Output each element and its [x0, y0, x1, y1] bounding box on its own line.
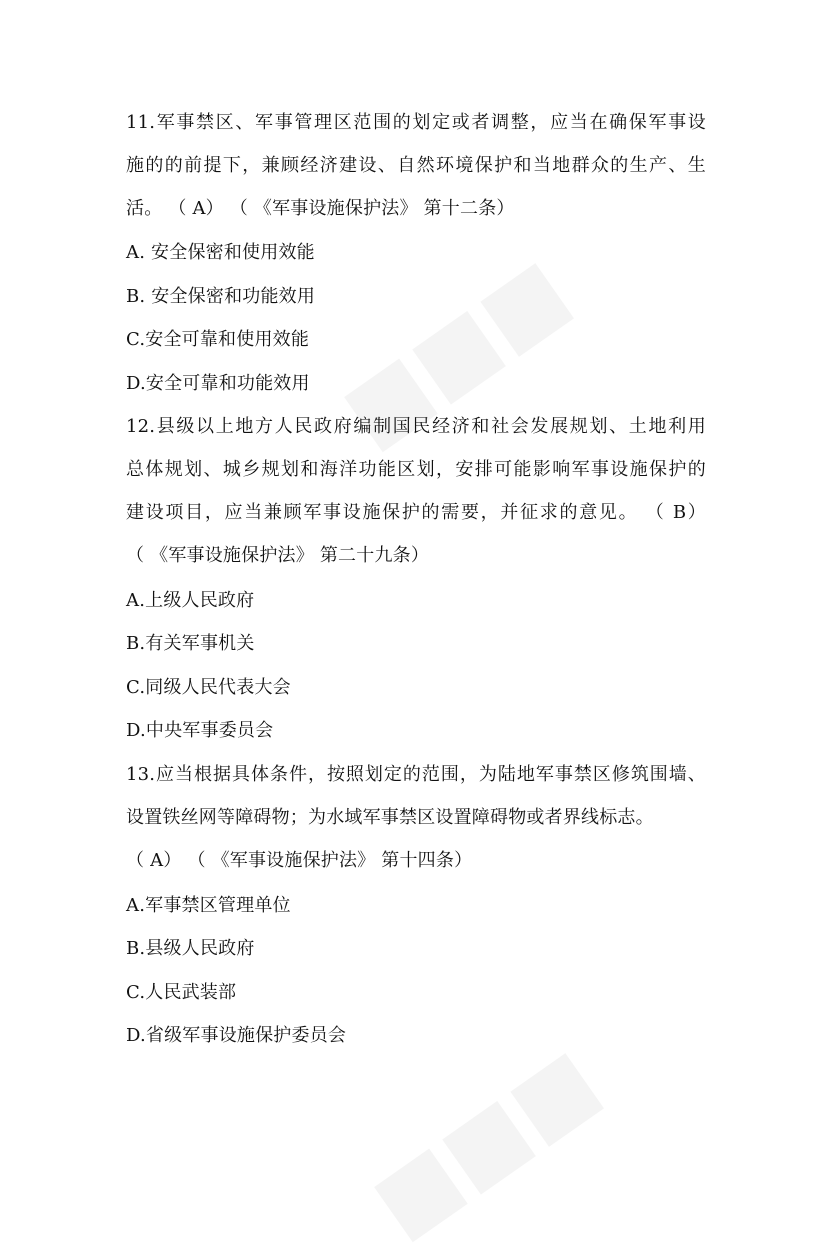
question-11-answer-line: 活。 （ A） （ 《军事设施保护法》 第十二条） — [126, 198, 515, 219]
question-11-stem-line-1: 11.军事禁区、军事管理区范围的划定或者调整，应当在确保军事设 — [126, 112, 706, 133]
question-12-stem-line-1: 12.县级以上地方人民政府编制国民经济和社会发展规划、土地利用 — [126, 416, 706, 437]
question-11-option-b: B. 安全保密和功能效用 — [126, 286, 316, 307]
question-12-option-b: B.有关军事机关 — [126, 633, 255, 654]
question-12-stem-line-2: 总体规划、城乡规划和海洋功能区划，安排可能影响军事设施保护的 — [126, 459, 706, 480]
question-12-source-line: （ 《军事设施保护法》 第二十九条） — [126, 545, 430, 566]
question-12-option-d: D.中央军事委员会 — [126, 720, 274, 741]
question-12-option-c: C.同级人民代表大会 — [126, 677, 291, 698]
question-11-option-a: A. 安全保密和使用效能 — [126, 242, 315, 263]
question-13-option-c: C.人民武装部 — [126, 982, 237, 1003]
question-11-stem-line-2: 施的的前提下，兼顾经济建设、自然环境保护和当地群众的生产、生 — [126, 155, 706, 176]
question-13-option-d: D.省级军事设施保护委员会 — [126, 1025, 347, 1046]
question-11-option-c: C.安全可靠和使用效能 — [126, 329, 310, 350]
question-13-stem-line-2: 设置铁丝网等障碍物；为水域军事禁区设置障碍物或者界线标志。 — [126, 807, 654, 828]
question-11-option-d: D.安全可靠和功能效用 — [126, 373, 310, 394]
question-13-stem-line-1: 13.应当根据具体条件，按照划定的范围，为陆地军事禁区修筑围墙、 — [126, 764, 706, 785]
watermark-mark — [353, 1028, 616, 1255]
question-12-option-a: A.上级人民政府 — [126, 590, 255, 611]
question-13-option-b: B.县级人民政府 — [126, 938, 255, 959]
question-13-answer-line: （ A） （ 《军事设施保护法》 第十四条） — [126, 850, 473, 871]
question-13-option-a: A.军事禁区管理单位 — [126, 895, 291, 916]
question-12-stem-line-3: 建设项目，应当兼顾军事设施保护的需要，并征求的意见。 （ B） — [126, 502, 706, 523]
